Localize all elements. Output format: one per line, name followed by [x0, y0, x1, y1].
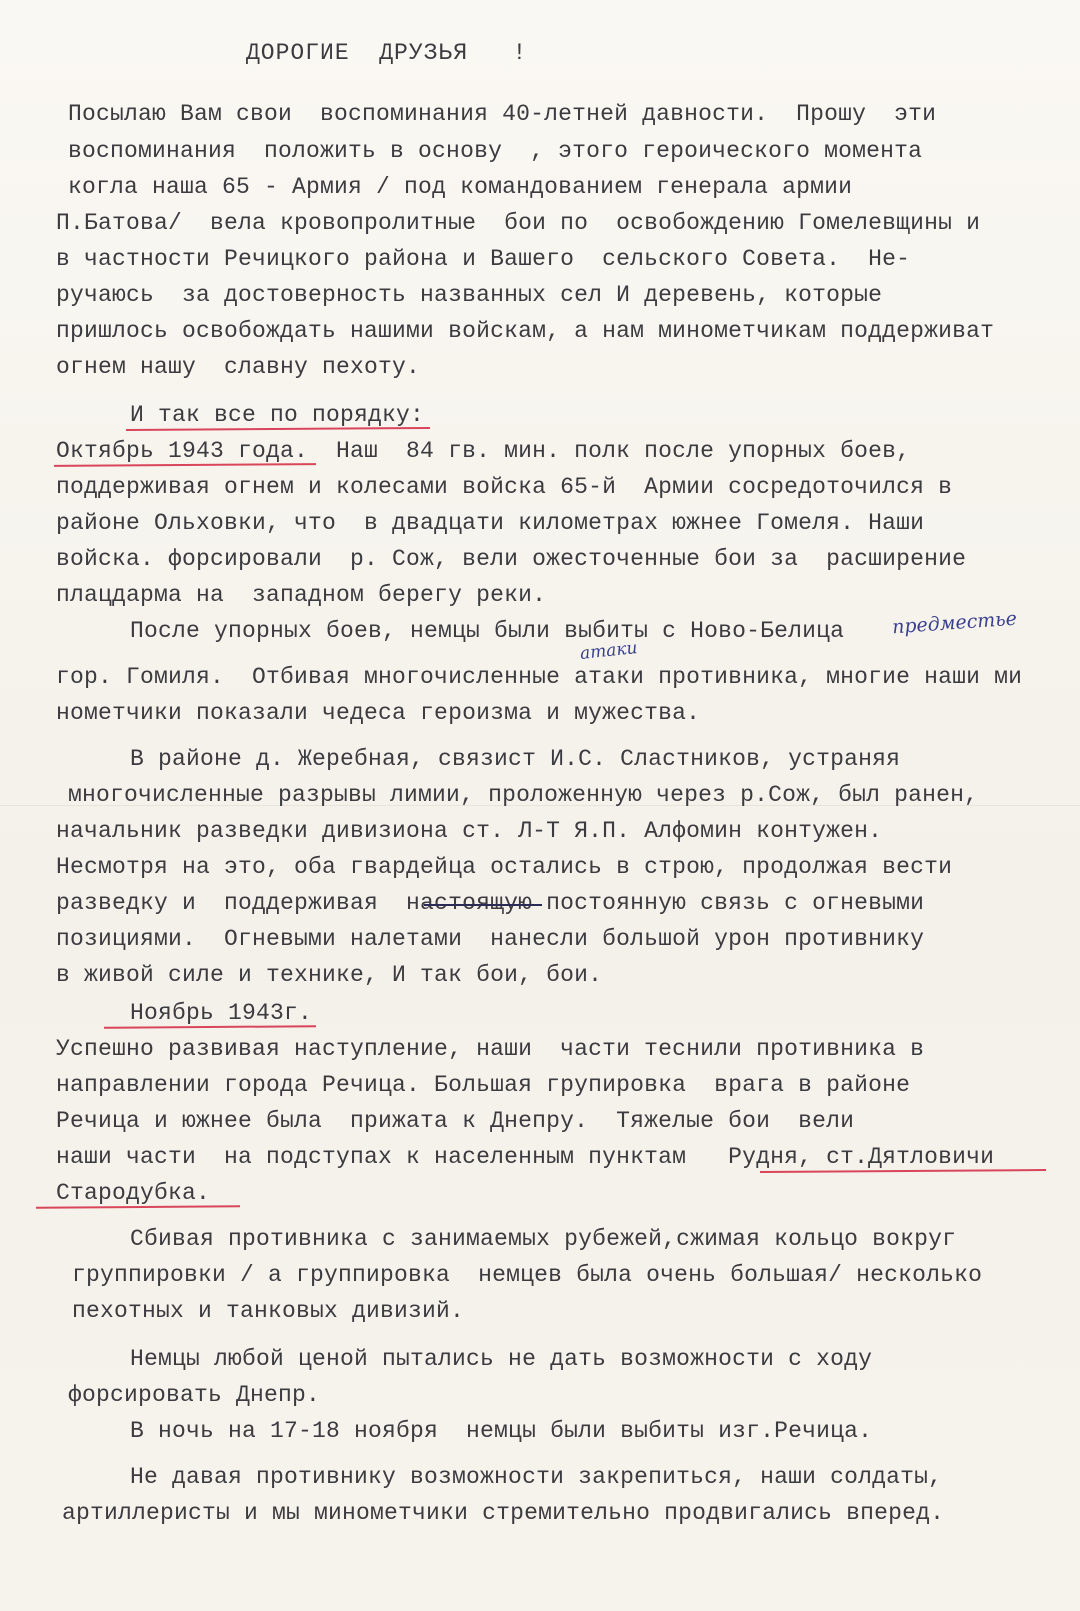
- handwritten-margin-note: предместье: [891, 607, 1018, 639]
- text-line: В ночь на 17-18 ноября немцы были выбиты изг.Речица.: [130, 1418, 873, 1444]
- text-line: начальник разведки дивизиона ст. Л-Т Я.П. Алфомин контужен.: [56, 818, 883, 844]
- text-line: П.Батова/ вела кровопролитные бои по освобождению Гомелевщины и: [56, 210, 981, 236]
- text-line: артиллеристы и мы минометчики стремительно продвигались вперед.: [62, 1500, 945, 1526]
- date-line: Октябрь 1943 года. Наш 84 гв. мин. полк после упорных боев,: [56, 438, 911, 464]
- strikethrough-mark: [424, 904, 542, 906]
- text-line: огнем нашу славну пехоту.: [56, 354, 421, 380]
- text-line: ручаюсь за достоверность названных сел И деревень, которые: [56, 282, 883, 308]
- text-line: Сбивая противника с занимаемых рубежей,сжимая кольцо вокруг: [130, 1226, 957, 1252]
- text-line: в живой силе и технике, И так бои, бои.: [56, 962, 603, 988]
- text-line: разведку и поддерживая настоящую постоянную связь с огневыми: [56, 890, 925, 916]
- text-line: Посылаю Вам свои воспоминания 40-летней давности. Прошу эти: [68, 101, 937, 127]
- text-line: Немцы любой ценой пытались не дать возможности с ходу: [130, 1346, 873, 1372]
- text-line: когла наша 65 - Армия / под командованием генерала армии: [68, 174, 853, 200]
- text-line: плацдарма на западном берегу реки.: [56, 582, 547, 608]
- text-line: группировки / а группировка немцев была очень большая/ несколько: [72, 1262, 983, 1288]
- text-line: направлении города Речица. Большая групировка врага в районе: [56, 1072, 911, 1098]
- text-line: нометчики показали чедеса героизма и мужества.: [56, 700, 701, 726]
- text-line: гор. Гомиля. Отбивая многочисленные атаки противника, многие наши ми: [56, 664, 1023, 690]
- text-line: Успешно развивая наступление, наши части теснили противника в: [56, 1036, 925, 1062]
- section-heading: И так все по порядку:: [130, 402, 425, 428]
- text-line: воспоминания положить в основу , этого героического момента: [68, 138, 923, 164]
- text-line: В районе д. Жеребная, связист И.С. Сластников, устраняя: [130, 746, 901, 772]
- text-line: форсировать Днепр.: [68, 1382, 321, 1408]
- text-line: многочисленные разрывы лимии, проложенную через р.Сож, был ранен,: [68, 782, 979, 808]
- text-line: Стародубка.: [56, 1180, 211, 1206]
- handwritten-insertion: атаки: [579, 638, 639, 664]
- letter-title: ДОРОГИЕ ДРУЗЬЯ !: [246, 40, 528, 66]
- text-line: наши части на подступах к населенным пунктам Рудня, ст.Дятловичи: [56, 1144, 995, 1170]
- text-line: пехотных и танковых дивизий.: [72, 1298, 465, 1324]
- text-line: Несмотря на это, оба гвардейца остались в строю, продолжая вести: [56, 854, 953, 880]
- text-line: в частности Речицкого района и Вашего сельского Совета. Не-: [56, 246, 911, 272]
- text-line: Речица и южнее была прижата к Днепру. Тяжелые бои вели: [56, 1108, 855, 1134]
- date-line: Ноябрь 1943г.: [130, 1000, 313, 1026]
- text-line: районе Ольховки, что в двадцати километрах южнее Гомеля. Наши: [56, 510, 925, 536]
- text-line: Не давая противнику возможности закрепиться, наши солдаты,: [130, 1464, 943, 1490]
- text-line: пришлось освобождать нашими войскам, а нам минометчикам поддерживат: [56, 318, 995, 344]
- text-line: позициями. Огневыми налетами нанесли большой урон противнику: [56, 926, 925, 952]
- text-line: войска. форсировали р. Сож, вели ожесточенные бои за расширение: [56, 546, 967, 572]
- text-line: поддерживая огнем и колесами войска 65-й Армии сосредоточился в: [56, 474, 953, 500]
- text-line: После упорных боев, немцы были выбиты с Ново-Белица: [130, 618, 845, 644]
